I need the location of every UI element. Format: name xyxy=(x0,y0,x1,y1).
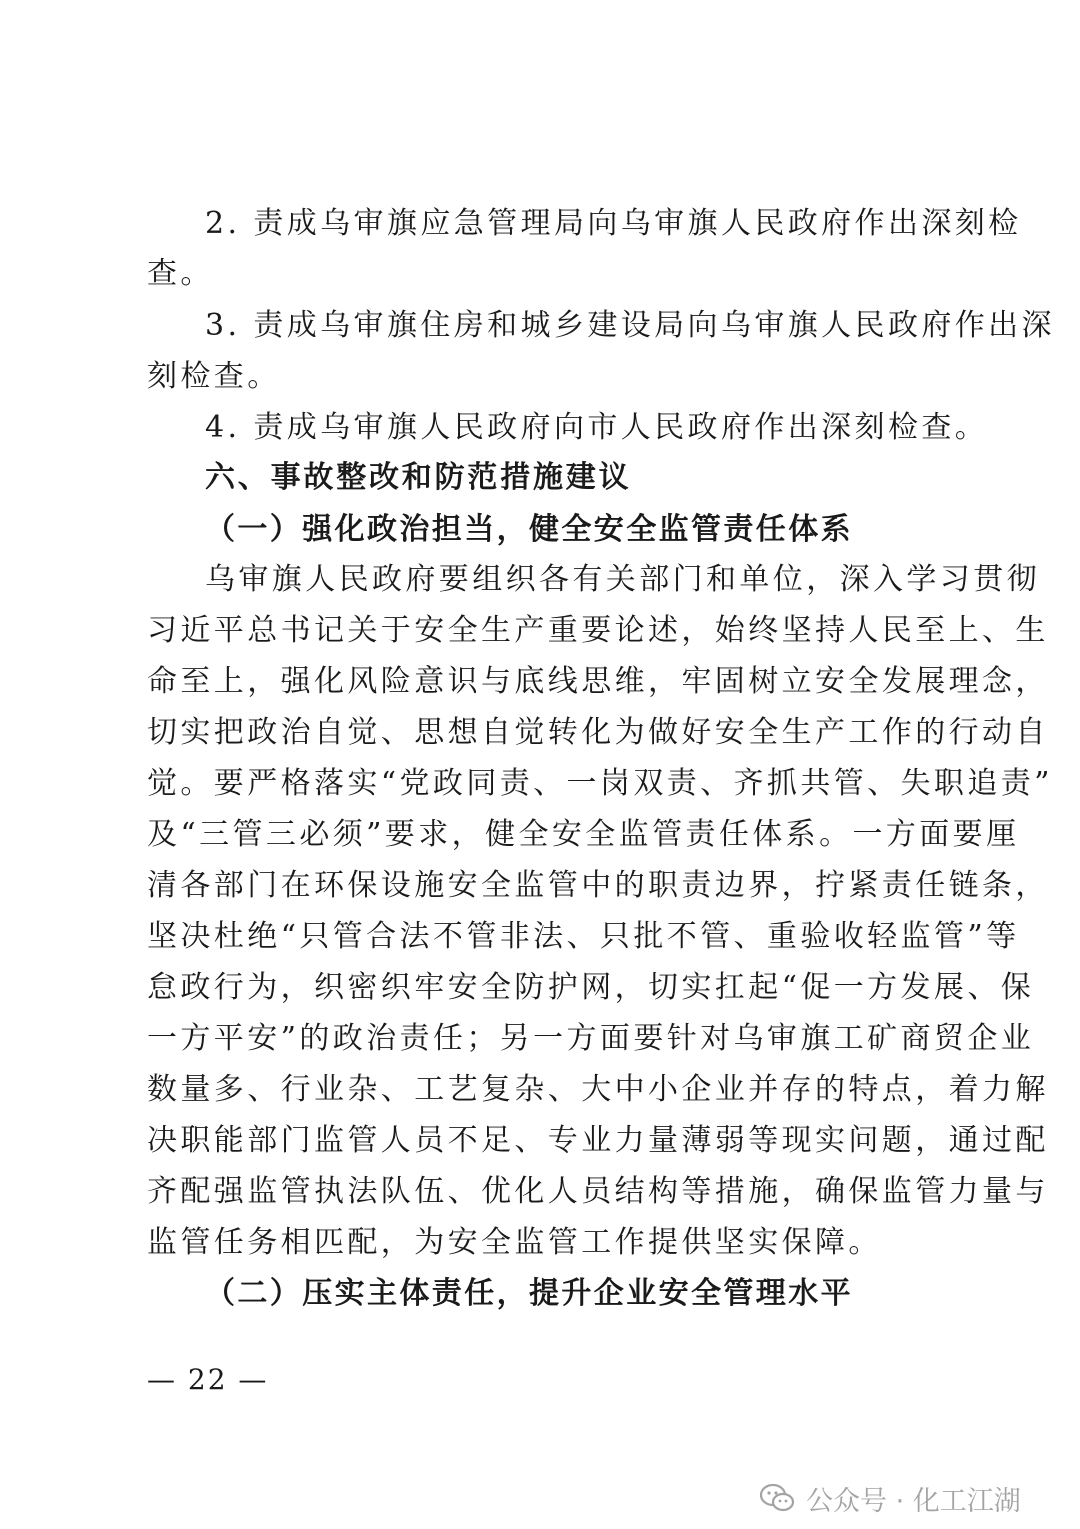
paragraph-line: 一方平安”的政治责任；另一方面要针对乌审旗工矿商贸企业 xyxy=(147,1021,1035,1056)
item-3-line-1: 3. 责成乌审旗住房和城乡建设局向乌审旗人民政府作出深 xyxy=(205,308,1055,343)
subsection-heading-2: （二）压实主体责任，提升企业安全管理水平 xyxy=(205,1276,853,1311)
paragraph-line: 监管任务相匹配，为安全监管工作提供坚实保障。 xyxy=(147,1225,882,1260)
item-2-line-1: 2. 责成乌审旗应急管理局向乌审旗人民政府作出深刻检 xyxy=(205,206,1022,241)
paragraph-line: 习近平总书记关于安全生产重要论述，始终坚持人民至上、生 xyxy=(147,613,1049,648)
item-2-line-2: 查。 xyxy=(147,256,214,291)
subsection-heading-1: （一）强化政治担当，健全安全监管责任体系 xyxy=(205,512,853,547)
page-number: — 22 — xyxy=(147,1363,269,1396)
paragraph-line: 怠政行为，织密织牢安全防护网，切实扛起“促一方发展、保 xyxy=(147,970,1035,1005)
wechat-icon xyxy=(760,1483,796,1513)
paragraph-line: 齐配强监管执法队伍、优化人员结构等措施，确保监管力量与 xyxy=(147,1174,1049,1209)
watermark xyxy=(760,1478,1021,1518)
item-3-line-2: 刻检查。 xyxy=(147,359,281,394)
paragraph-line: 及“三管三必须”要求，健全安全监管责任体系。一方面要厘 xyxy=(147,817,1020,852)
paragraph-line: 觉。要严格落实“党政同责、一岗双责、齐抓共管、失职追责” xyxy=(147,766,1053,801)
paragraph-line: 数量多、行业杂、工艺复杂、大中小企业并存的特点，着力解 xyxy=(147,1072,1049,1107)
watermark-text: 公众号 · 化工江湖 xyxy=(806,1485,1021,1517)
item-4-line-1: 4. 责成乌审旗人民政府向市人民政府作出深刻检查。 xyxy=(205,410,989,445)
section-heading: 六、事故整改和防范措施建议 xyxy=(205,460,632,495)
paragraph-line: 乌审旗人民政府要组织各有关部门和单位，深入学习贯彻 xyxy=(205,562,1040,597)
paragraph-line: 清各部门在环保设施安全监管中的职责边界，拧紧责任链条， xyxy=(147,868,1049,903)
paragraph-line: 切实把政治自觉、思想自觉转化为做好安全生产工作的行动自 xyxy=(147,715,1049,750)
paragraph-line: 命至上，强化风险意识与底线思维，牢固树立安全发展理念， xyxy=(147,664,1049,699)
paragraph-line: 坚决杜绝“只管合法不管非法、只批不管、重验收轻监管”等 xyxy=(147,919,1020,954)
paragraph-line: 决职能部门监管人员不足、专业力量薄弱等现实问题，通过配 xyxy=(147,1123,1049,1158)
